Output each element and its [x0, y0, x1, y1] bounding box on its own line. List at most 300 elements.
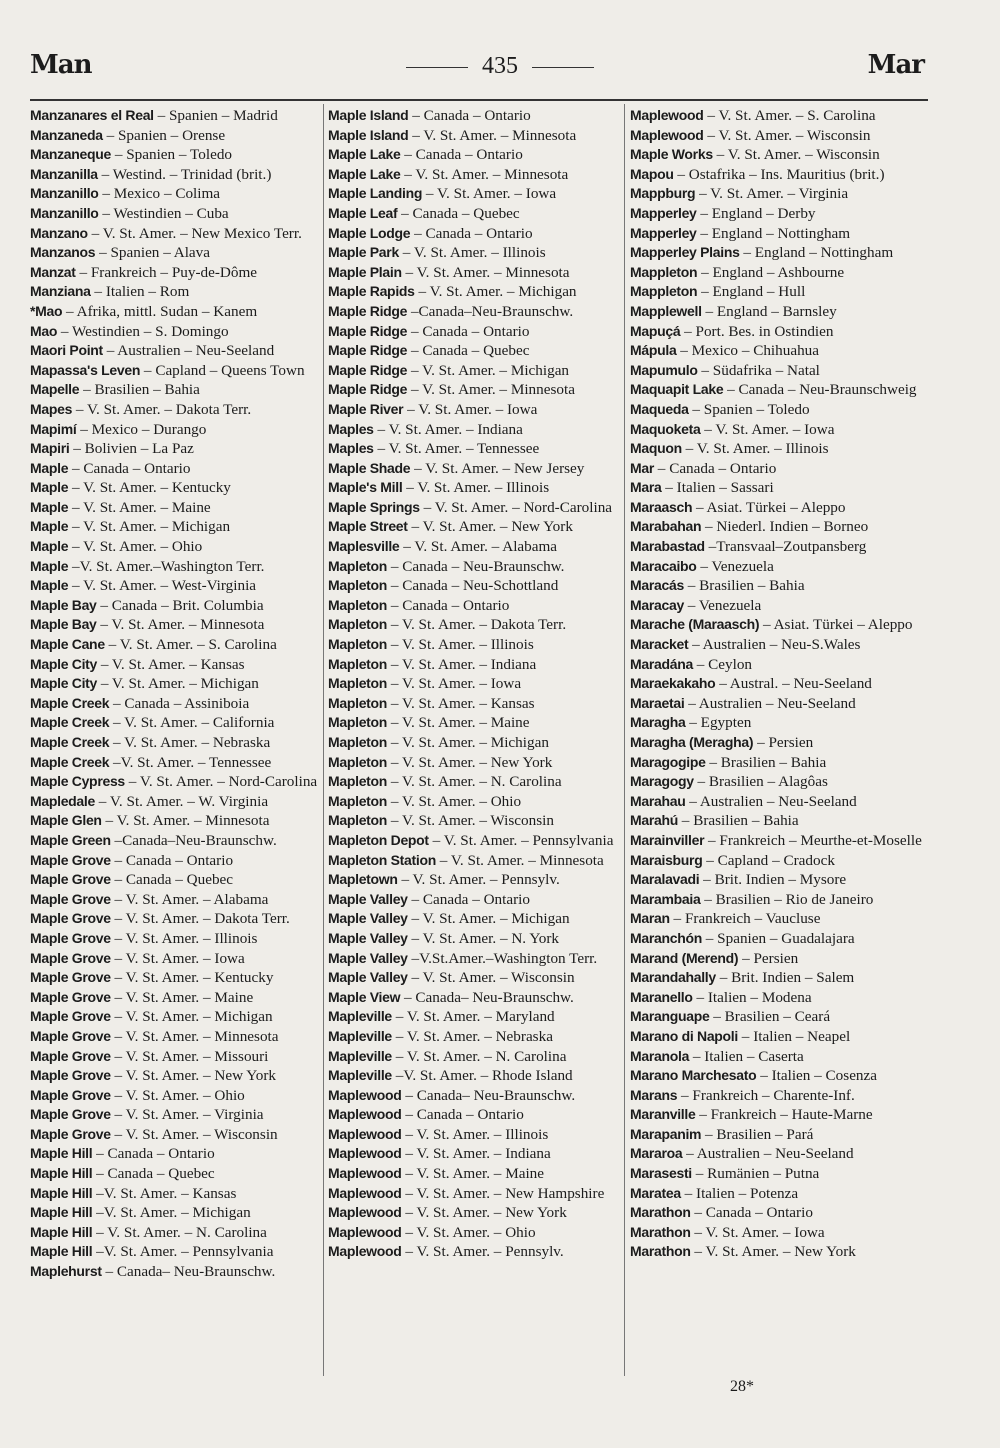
place-name: Maracket — [630, 636, 689, 653]
gazetteer-entry — [30, 439, 320, 459]
place-name: Maquoketa — [630, 420, 701, 437]
place-location: – V. St. Amer. – Nebraska — [395, 1027, 553, 1045]
place-location: – Spanien – Toledo — [114, 146, 233, 164]
gazetteer-entry — [30, 596, 320, 616]
place-location: – V. St. Amer. – Kansas — [390, 694, 535, 712]
gazetteer-entry — [328, 851, 624, 871]
gazetteer-entry — [328, 929, 624, 949]
gazetteer-entry — [30, 1086, 320, 1106]
place-location: –V. St. Amer. – Tennessee — [112, 753, 272, 771]
place-name: Mapleton — [328, 792, 388, 809]
column-divider — [624, 104, 625, 1376]
gazetteer-entry — [328, 439, 624, 459]
place-location: – V. St. Amer. – Kentucky — [71, 479, 231, 497]
gazetteer-entry — [328, 224, 624, 244]
place-location: – V. St. Amer. – Illinois — [685, 440, 829, 458]
place-name: Manzat — [30, 263, 76, 280]
gazetteer-entry — [630, 498, 926, 518]
gazetteer-entry — [630, 361, 926, 381]
gazetteer-entry — [630, 537, 926, 557]
place-location: – Canada – Quebec — [410, 342, 530, 360]
gazetteer-entry — [30, 635, 320, 655]
place-name: Maple Valley — [328, 910, 408, 927]
gazetteer-entry — [30, 165, 320, 185]
place-name: Maple — [30, 479, 69, 496]
place-name: Manzanillo — [30, 204, 99, 221]
place-location: – Spanien – Madrid — [157, 107, 278, 124]
gazetteer-entry — [630, 772, 926, 792]
gazetteer-entry — [630, 557, 926, 577]
place-location: – Brasilien – Bahia — [83, 381, 200, 399]
gazetteer-entry — [328, 968, 624, 988]
gazetteer-entry — [630, 459, 926, 479]
place-location: –Transvaal–Zoutpansberg — [708, 538, 867, 556]
gazetteer-entry — [30, 831, 320, 851]
place-location: – Canada – Ontario — [114, 851, 234, 869]
place-name: Maple — [30, 557, 69, 574]
gazetteer-entry — [630, 282, 926, 302]
place-name: Maple Grove — [30, 851, 111, 868]
place-location: – Spanien – Guadalajara — [705, 929, 855, 947]
gazetteer-entry — [630, 1047, 926, 1067]
place-location: – Persien — [742, 949, 799, 967]
place-name: Maple Ridge — [328, 361, 408, 378]
place-location: – V. St. Amer. – New York — [411, 518, 573, 536]
place-name: Maple Lake — [328, 146, 401, 163]
place-name: Maple Bay — [30, 596, 97, 613]
place-location: – V. St. Amer. – Pennsylv. — [401, 871, 560, 889]
place-location: – V. St. Amer. – New York — [694, 1243, 856, 1261]
place-name: Maracás — [630, 577, 684, 594]
place-name: Mapleton — [328, 596, 388, 613]
gazetteer-entry — [630, 988, 926, 1008]
place-name: Mapleton — [328, 694, 388, 711]
place-location: – Canada– Neu-Braunschw. — [105, 1263, 276, 1281]
place-name: Maple Shade — [328, 459, 411, 476]
place-location: – Frankreich – Puy-de-Dôme — [79, 263, 258, 281]
place-location: – V. St. Amer. – Iowa — [407, 400, 538, 418]
place-location: – Australien – Neu-Seeland — [106, 342, 275, 360]
gazetteer-entry — [30, 380, 320, 400]
place-name: Mapleville — [328, 1067, 392, 1084]
place-name: Maple Lake — [328, 165, 401, 182]
place-location: – Brasilien – Bahia — [709, 753, 827, 771]
gazetteer-entry — [328, 615, 624, 635]
place-name: Maple Springs — [328, 498, 420, 515]
place-name: Maplewood — [328, 1106, 402, 1123]
place-location: – Capland – Queens Town — [143, 361, 305, 379]
place-name: *Mao — [30, 302, 63, 319]
gazetteer-entry — [30, 870, 320, 890]
place-name: Maradána — [630, 655, 693, 672]
place-location: – V. St. Amer. – Virginia — [114, 1106, 264, 1124]
place-location: –Canada–Neu-Braunschw. — [410, 302, 574, 320]
gazetteer-entry — [30, 1223, 320, 1243]
place-location: – V. St. Amer. – Michigan — [390, 734, 549, 751]
place-name: Marand (Merend) — [630, 949, 739, 966]
place-name: Maple Valley — [328, 890, 408, 907]
place-location: – England – Hull — [701, 283, 806, 301]
place-name: Maple — [30, 459, 69, 476]
place-location: – V. St. Amer. – New York — [390, 753, 553, 771]
place-location: – V. St. Amer. – Ohio — [405, 1223, 536, 1241]
gazetteer-entry — [328, 1086, 624, 1106]
gazetteer-entry — [630, 870, 926, 890]
gazetteer-entry — [630, 968, 926, 988]
place-name: Maranello — [630, 988, 693, 1005]
place-name: Mapperley Plains — [630, 244, 740, 261]
place-name: Maple Rapids — [328, 283, 415, 300]
place-name: Maran — [630, 910, 670, 927]
gazetteer-entry — [30, 1203, 320, 1223]
place-name: Maple Works — [630, 146, 713, 163]
place-name: Maple Grove — [30, 1125, 111, 1142]
place-location: – V. St. Amer. – Kentucky — [114, 969, 274, 987]
place-location: – V. St. Amer. – New York — [405, 1204, 567, 1222]
gazetteer-entry — [328, 165, 624, 185]
place-location: – V. St. Amer. – Wisconsin — [716, 146, 880, 164]
place-name: Maquon — [630, 440, 682, 457]
gazetteer-entry — [30, 988, 320, 1008]
place-name: Maple's Mill — [328, 479, 403, 496]
place-location: – V. St. Amer. – Iowa — [114, 949, 245, 967]
gazetteer-entry — [630, 204, 926, 224]
place-location: – V. St. Amer. – Ohio — [390, 792, 522, 810]
place-location: – V. St. Amer. – Indiana — [405, 1145, 551, 1163]
gazetteer-entry — [328, 1144, 624, 1164]
place-name: Maple Grove — [30, 1067, 111, 1084]
gazetteer-entry — [630, 753, 926, 773]
column-3 — [630, 106, 926, 1262]
gazetteer-entry — [30, 694, 320, 714]
gazetteer-entry — [630, 1007, 926, 1027]
gazetteer-entry — [328, 400, 624, 420]
page-number — [0, 50, 1000, 80]
place-location: – Egypten — [689, 714, 752, 732]
gazetteer-entry — [630, 909, 926, 929]
place-name: Mapleton — [328, 773, 388, 790]
place-name: Mapumulo — [630, 361, 698, 378]
gazetteer-entry — [328, 772, 624, 792]
place-location: – Italien – Rom — [94, 283, 190, 301]
gazetteer-entry — [630, 400, 926, 420]
place-name: Maplewood — [630, 107, 704, 123]
place-name: Manzanillo — [30, 185, 99, 202]
place-name: Maple Valley — [328, 949, 408, 966]
place-name: Maple Grove — [30, 1027, 111, 1044]
place-name: Mapleton — [328, 616, 388, 633]
gazetteer-entry — [328, 733, 624, 753]
place-name: Maplesville — [328, 538, 400, 555]
gazetteer-entry — [30, 478, 320, 498]
gazetteer-entry — [328, 498, 624, 518]
gazetteer-entry — [328, 537, 624, 557]
place-location: – Südafrika – Natal — [701, 361, 820, 379]
place-location: – Capland – Cradock — [706, 851, 835, 869]
gazetteer-entry — [328, 1105, 624, 1125]
place-location: – Brasilien – Ceará — [713, 1008, 831, 1026]
place-name: Maple Ridge — [328, 381, 408, 398]
gazetteer-entry — [30, 1007, 320, 1027]
place-location: – Afrika, mittl. Sudan – Kanem — [66, 302, 258, 320]
gazetteer-entry — [30, 1262, 320, 1282]
place-name: Maples — [328, 420, 374, 437]
gazetteer-entry — [30, 420, 320, 440]
place-name: Maori Point — [30, 342, 103, 359]
gazetteer-entry — [328, 322, 624, 342]
place-location: – V. St. Amer. – Michigan — [100, 675, 259, 693]
gazetteer-entry — [630, 596, 926, 616]
gazetteer-entry — [30, 243, 320, 263]
gazetteer-entry — [630, 674, 926, 694]
place-name: Mapuçá — [630, 322, 681, 339]
header-dash-left — [406, 67, 468, 68]
gazetteer-entry — [630, 1223, 926, 1243]
place-location: – V. St. Amer. – Pennsylvania — [432, 831, 614, 849]
place-name: Maple Grove — [30, 988, 111, 1005]
place-location: – V. St. Amer. – Minnesota — [405, 263, 570, 281]
place-location: – Italien – Caserta — [692, 1047, 804, 1065]
place-name: Maple View — [328, 988, 401, 1005]
gazetteer-entry — [630, 1125, 926, 1145]
place-location: – V. St. Amer. – Iowa — [704, 420, 835, 438]
gazetteer-entry — [328, 282, 624, 302]
gazetteer-entry — [328, 380, 624, 400]
place-name: Maple City — [30, 655, 98, 672]
place-location: – V. St. Amer. – Wisconsin — [114, 1125, 278, 1143]
place-location: – V. St. Amer. – W. Virginia — [98, 792, 269, 810]
place-location: – V. St. Amer. – Alabama — [114, 890, 269, 908]
place-name: Maquapit Lake — [630, 381, 724, 398]
place-location: – Asiat. Türkei – Aleppo — [696, 498, 846, 516]
place-name: Mappleton — [630, 283, 698, 300]
gazetteer-entry — [630, 263, 926, 283]
gazetteer-entry — [630, 655, 926, 675]
gazetteer-entry — [30, 184, 320, 204]
place-location: –V. St. Amer.–Washington Terr. — [71, 557, 265, 575]
gazetteer-entry — [630, 243, 926, 263]
place-name: Mara — [630, 479, 662, 496]
column-1 — [30, 106, 320, 1282]
place-name: Maple Grove — [30, 871, 111, 888]
place-location: – V. St. Amer. – Ohio — [114, 1086, 245, 1104]
gazetteer-entry — [30, 459, 320, 479]
gazetteer-entry — [30, 1164, 320, 1184]
place-location: – Westind. – Trinidad (brit.) — [101, 165, 272, 183]
place-location: – Italien – Modena — [696, 988, 812, 1006]
place-name: Maplewood — [328, 1145, 402, 1162]
place-name: Mapletown — [328, 871, 398, 888]
place-name: Maple Park — [328, 244, 399, 261]
gazetteer-entry — [328, 557, 624, 577]
place-name: Marano di Napoli — [630, 1027, 738, 1044]
place-name: Maple Creek — [30, 714, 110, 731]
column-2 — [328, 106, 624, 1262]
place-location: – V. St. Amer. – Minnesota — [114, 1027, 279, 1045]
place-name: Marahau — [630, 792, 686, 809]
place-name: Maple Grove — [30, 1106, 111, 1123]
place-location: – Canada – Ontario — [96, 1145, 215, 1163]
place-name: Maple Grove — [30, 890, 111, 907]
place-location: – V. St. Amer. – Minnesota — [404, 165, 569, 183]
gazetteer-entry — [30, 517, 320, 537]
place-name: Maragogipe — [630, 753, 706, 770]
place-name: Marandahally — [630, 969, 716, 986]
place-location: – Australien – Neu-Seeland — [686, 1145, 854, 1163]
gazetteer-entry — [630, 1164, 926, 1184]
place-name: Maranchón — [630, 929, 702, 946]
gazetteer-entry — [630, 792, 926, 812]
place-name: Maple Valley — [328, 969, 408, 986]
gazetteer-entry — [328, 988, 624, 1008]
place-name: Mapledale — [30, 792, 95, 809]
gazetteer-entry — [630, 126, 926, 146]
signature-mark: 28* — [730, 1378, 754, 1395]
place-name: Maplehurst — [30, 1263, 102, 1280]
place-location: – V. St. Amer. – Iowa — [390, 675, 522, 693]
place-location: – England – Barnsley — [705, 302, 837, 320]
place-name: Mapleton — [328, 753, 388, 770]
place-location: – V. St. Amer. – Missouri — [114, 1047, 269, 1065]
gazetteer-entry — [328, 1164, 624, 1184]
gazetteer-entry — [328, 792, 624, 812]
place-location: – V. St. Amer. – N. Carolina — [395, 1047, 567, 1065]
place-location: – V. St. Amer. – Pennsylv. — [405, 1243, 564, 1261]
place-location: – V. St. Amer. – New Hampshire — [405, 1184, 605, 1202]
place-name: Maple Hill — [30, 1165, 93, 1182]
place-name: Maraasch — [630, 498, 693, 515]
place-name: Maralavadi — [630, 871, 700, 888]
place-location: – V. St. Amer. – Iowa — [694, 1223, 825, 1241]
gazetteer-entry — [630, 302, 926, 322]
place-location: – Brit. Indien – Salem — [719, 969, 855, 987]
place-name: Maple Grove — [30, 949, 111, 966]
place-name: Marasesti — [630, 1165, 692, 1182]
place-name: Mapassa's Leven — [30, 361, 141, 378]
place-location: – V. St. Amer. – New Jersey — [414, 459, 585, 477]
place-name: Maple Cane — [30, 636, 105, 653]
gazetteer-entry — [30, 204, 320, 224]
gazetteer-entry — [30, 792, 320, 812]
gazetteer-entry — [630, 517, 926, 537]
gazetteer-entry — [328, 576, 624, 596]
page-number-text: 435 — [482, 53, 518, 79]
place-name: Maple Hill — [30, 1204, 93, 1221]
gazetteer-entry — [30, 400, 320, 420]
place-name: Mapleton — [328, 675, 388, 692]
place-location: – Italien – Neapel — [741, 1027, 851, 1045]
place-name: Mapleton — [328, 655, 388, 672]
place-location: – V. St. Amer. – S. Carolina — [707, 107, 876, 124]
place-location: – Canada – Ontario — [414, 224, 533, 242]
place-location: – Venezuela — [687, 596, 762, 614]
place-name: Marache (Maraasch) — [630, 616, 760, 633]
gazetteer-entry — [630, 929, 926, 949]
gazetteer-entry — [630, 635, 926, 655]
gazetteer-entry — [30, 655, 320, 675]
gazetteer-entry — [328, 811, 624, 831]
place-name: Maple Plain — [328, 263, 402, 280]
place-location: – Canada – Ontario — [412, 107, 531, 124]
place-name: Maple Cypress — [30, 773, 125, 790]
place-name: Maples — [328, 440, 374, 457]
place-location: –Canada–Neu-Braunschw. — [114, 831, 277, 849]
place-name: Maplewood — [328, 1223, 402, 1240]
place-name: Maple Hill — [30, 1243, 93, 1260]
place-location: – Canada – Ontario — [694, 1204, 813, 1222]
place-name: Maragha (Meragha) — [630, 734, 754, 750]
place-name: Marapanim — [630, 1125, 702, 1142]
gazetteer-entry — [630, 811, 926, 831]
place-location: – Canada – Quebec — [96, 1165, 215, 1183]
place-location: – V. St. Amer. – Michigan — [71, 518, 231, 536]
place-name: Mapelle — [30, 381, 80, 398]
place-name: Marahú — [630, 812, 678, 829]
place-name: Maple River — [328, 400, 404, 417]
gazetteer-entry — [328, 106, 624, 126]
gazetteer-entry — [630, 831, 926, 851]
place-name: Maple Grove — [30, 929, 111, 946]
place-name: Maple Grove — [30, 1047, 111, 1064]
place-location: – V. St. Amer. – Kansas — [100, 655, 245, 673]
place-location: – V. St. Amer. – West-Virginia — [71, 577, 257, 595]
gazetteer-entry — [30, 557, 320, 577]
gazetteer-entry — [328, 1223, 624, 1243]
place-name: Mapleton Station — [328, 851, 436, 868]
gazetteer-entry — [30, 615, 320, 635]
place-location: – Mexico – Colima — [102, 185, 221, 203]
gazetteer-entry — [630, 106, 926, 126]
place-name: Maraekakaho — [630, 675, 716, 692]
gazetteer-entry — [630, 713, 926, 733]
gazetteer-entry — [328, 674, 624, 694]
place-name: Mar — [630, 459, 654, 476]
gazetteer-entry — [30, 1105, 320, 1125]
place-name: Mapou — [630, 165, 674, 182]
gazetteer-entry — [328, 713, 624, 733]
place-name: Maracaibo — [630, 557, 697, 574]
place-location: – V. St. Amer. – Maine — [405, 1165, 544, 1183]
place-location: – V. St. Amer. – Maine — [114, 988, 254, 1006]
gazetteer-entry — [630, 1184, 926, 1204]
place-location: – England – Ashbourne — [701, 263, 845, 281]
gazetteer-entry — [328, 204, 624, 224]
place-location: – V. St. Amer. – Wisconsin — [411, 969, 575, 987]
place-location: – V. St. Amer. – Tennessee — [377, 440, 540, 458]
place-name: Maplewood — [630, 126, 704, 143]
place-location: – V. St. Amer. – Illinois — [405, 1125, 549, 1143]
place-name: Maple Grove — [30, 1086, 111, 1103]
gazetteer-entry — [630, 322, 926, 342]
gazetteer-entry — [328, 1203, 624, 1223]
gazetteer-entry — [328, 870, 624, 890]
gazetteer-entry — [328, 459, 624, 479]
place-name: Marano Marchesato — [630, 1067, 757, 1084]
place-location: – V. St. Amer. – Nord-Carolina — [423, 498, 613, 516]
place-location: – Frankreich – Haute-Marne — [699, 1106, 873, 1124]
place-location: – Canada– Neu-Braunschw. — [404, 988, 574, 1006]
place-location: – Spanien – Orense — [106, 126, 226, 144]
place-location: – V. St. Amer. – New Mexico Terr. — [91, 224, 302, 242]
place-location: – V. St. Amer. – Wisconsin — [707, 126, 871, 144]
place-location: – Persien — [757, 734, 814, 751]
place-name: Manzanos — [30, 244, 96, 261]
place-name: Maranola — [630, 1047, 690, 1064]
place-location: – Brit. Indien – Mysore — [703, 871, 847, 889]
place-location: – V. St. Amer. – Maine — [71, 498, 211, 516]
place-location: – Brasilien – Pará — [705, 1125, 814, 1143]
gazetteer-entry — [30, 909, 320, 929]
